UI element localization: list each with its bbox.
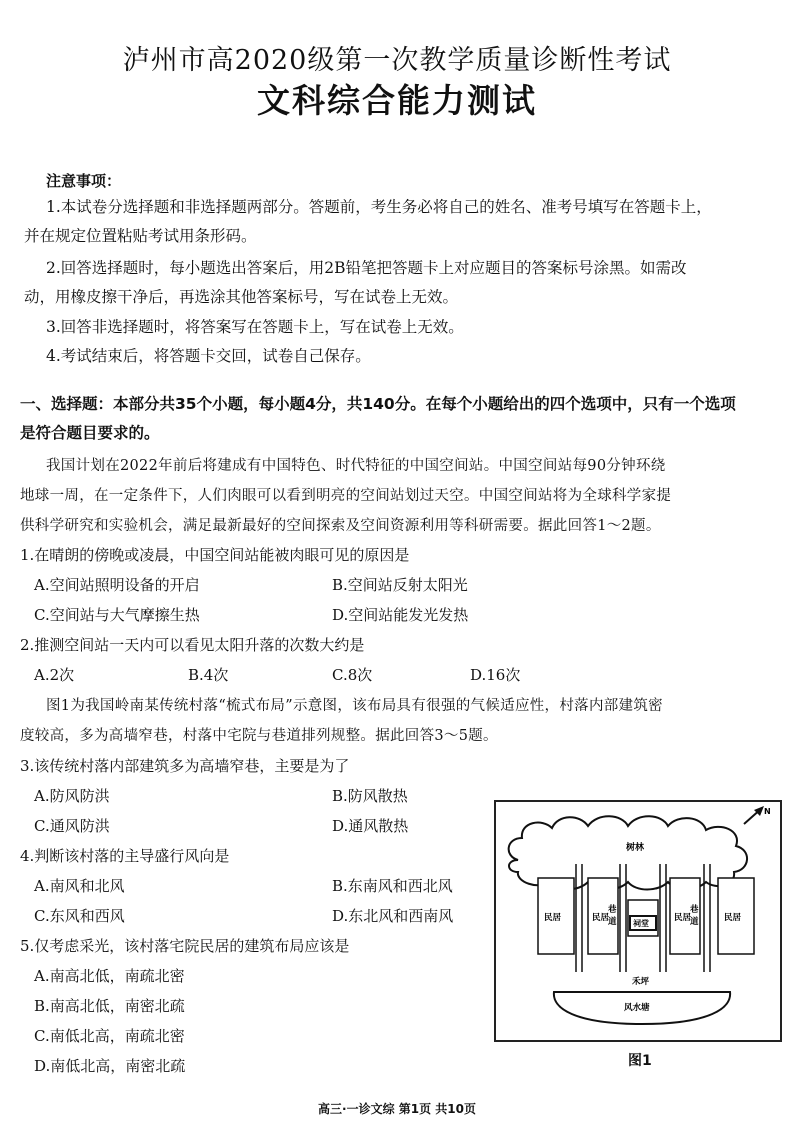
shrine-label: 祠堂	[633, 919, 649, 928]
house-label: 民居	[544, 913, 562, 923]
question-3-option-c: C.通风防洪	[34, 817, 110, 835]
question-3-stem: 3.该传统村落内部建筑多为高墙窄巷，主要是为了	[20, 757, 350, 775]
note-item-3: 3.回答非选择题时，将答案写在答题卡上，写在试卷上无效。	[46, 318, 464, 336]
question-5-stem: 5.仅考虑采光，该村落宅院民居的建筑布局应该是	[20, 937, 350, 955]
question-3-option-d: D.通风散热	[332, 817, 409, 835]
notes-heading: 注意事项：	[46, 172, 122, 190]
north-label: N	[764, 807, 771, 816]
page-footer: 高三·一诊文综 第1页 共10页	[318, 1102, 476, 1116]
question-2-option-a: A.2次	[34, 666, 75, 684]
question-2-option-c: C.8次	[332, 666, 373, 684]
passage-1-line-2: 地球一周，在一定条件下，人们肉眼可以看到明亮的空间站划过天空。中国空间站将为全球科学家提	[20, 488, 672, 504]
question-4-option-b: B.东南风和西北风	[332, 877, 453, 895]
question-4-stem: 4.判断该村落的主导盛行风向是	[20, 847, 230, 865]
question-2-option-d: D.16次	[470, 666, 521, 684]
lane-label-char: 道	[690, 917, 699, 927]
question-4-option-a: A.南风和北风	[34, 877, 125, 895]
lane-label-char: 巷	[608, 905, 617, 915]
question-1-option-b: B.空间站反射太阳光	[332, 576, 468, 594]
passage-1-line-1: 我国计划在2022年前后将建成有中国特色、时代特征的中国空间站。中国空间站每90分钟环绕	[46, 458, 666, 474]
forest-label: 树林	[626, 843, 645, 853]
note-item-2-line-1: 2.回答选择题时，每小题选出答案后，用2B铅笔把答题卡上对应题目的答案标号涂黑。如需改	[46, 259, 687, 277]
passage-1-line-3: 供科学研究和实验机会，满足最新最好的空间探索及空间资源利用等科研需要。据此回答1～2题。	[20, 518, 661, 534]
passage-2-line-1: 图1为我国岭南某传统村落“梳式布局”示意图，该布局具有很强的气候适应性，村落内部建筑密	[46, 698, 663, 714]
question-1-stem: 1.在晴朗的傍晚或凌晨，中国空间站能被肉眼可见的原因是	[20, 546, 410, 564]
north-arrow-icon	[744, 806, 764, 824]
section-heading-line-1: 一、选择题：本部分共35个小题，每小题4分，共140分。在每个小题给出的四个选项中，只有一个选项	[20, 395, 736, 413]
question-3-option-a: A.防风防洪	[34, 787, 110, 805]
question-1-option-a: A.空间站照明设备的开启	[34, 576, 200, 594]
exam-title: 泸州市高2020级第一次教学质量诊断性考试	[122, 45, 672, 76]
passage-2-line-2: 度较高，多为高墙窄巷，村落中宅院与巷道排列规整。据此回答3～5题。	[20, 728, 498, 744]
question-1-option-d: D.空间站能发光发热	[332, 606, 469, 624]
pond-label: 风水塘	[624, 1003, 650, 1013]
question-5-option-a: A.南高北低，南疏北密	[34, 967, 185, 985]
question-2-stem: 2.推测空间站一天内可以看见太阳升落的次数大约是	[20, 636, 365, 654]
lane-label-char: 道	[608, 917, 617, 927]
note-item-2-line-2: 动，用橡皮擦干净后，再选涂其他答案标号，写在试卷上无效。	[24, 288, 459, 306]
question-4-option-c: C.东风和西风	[34, 907, 125, 925]
house-label: 民居	[592, 913, 610, 923]
note-item-1-line-1: 1.本试卷分选择题和非选择题两部分。答题前，考生务必将自己的姓名、准考号填写在答题卡上，	[46, 198, 712, 216]
question-3-option-b: B.防风散热	[332, 787, 408, 805]
question-5-option-b: B.南高北低，南密北疏	[34, 997, 185, 1015]
section-heading-line-2: 是符合题目要求的。	[20, 424, 160, 442]
lane-label-char: 巷	[690, 905, 699, 915]
house-label: 民居	[674, 913, 692, 923]
exam-subject-title: 文科综合能力测试	[257, 81, 537, 120]
yard-label: 禾坪	[632, 977, 650, 987]
question-4-option-d: D.东北风和西南风	[332, 907, 454, 925]
house-label: 民居	[724, 913, 742, 923]
note-item-1-line-2: 并在规定位置粘贴考试用条形码。	[24, 227, 257, 245]
figure-caption: 图1	[628, 1053, 652, 1069]
village-layout-diagram	[496, 802, 780, 1040]
question-5-option-d: D.南低北高，南密北疏	[34, 1057, 186, 1075]
figure-1-village-layout	[494, 800, 782, 1042]
question-1-option-c: C.空间站与大气摩擦生热	[34, 606, 200, 624]
note-item-4: 4.考试结束后，将答题卡交回，试卷自己保存。	[46, 347, 371, 365]
question-2-option-b: B.4次	[188, 666, 229, 684]
question-5-option-c: C.南低北高，南疏北密	[34, 1027, 185, 1045]
